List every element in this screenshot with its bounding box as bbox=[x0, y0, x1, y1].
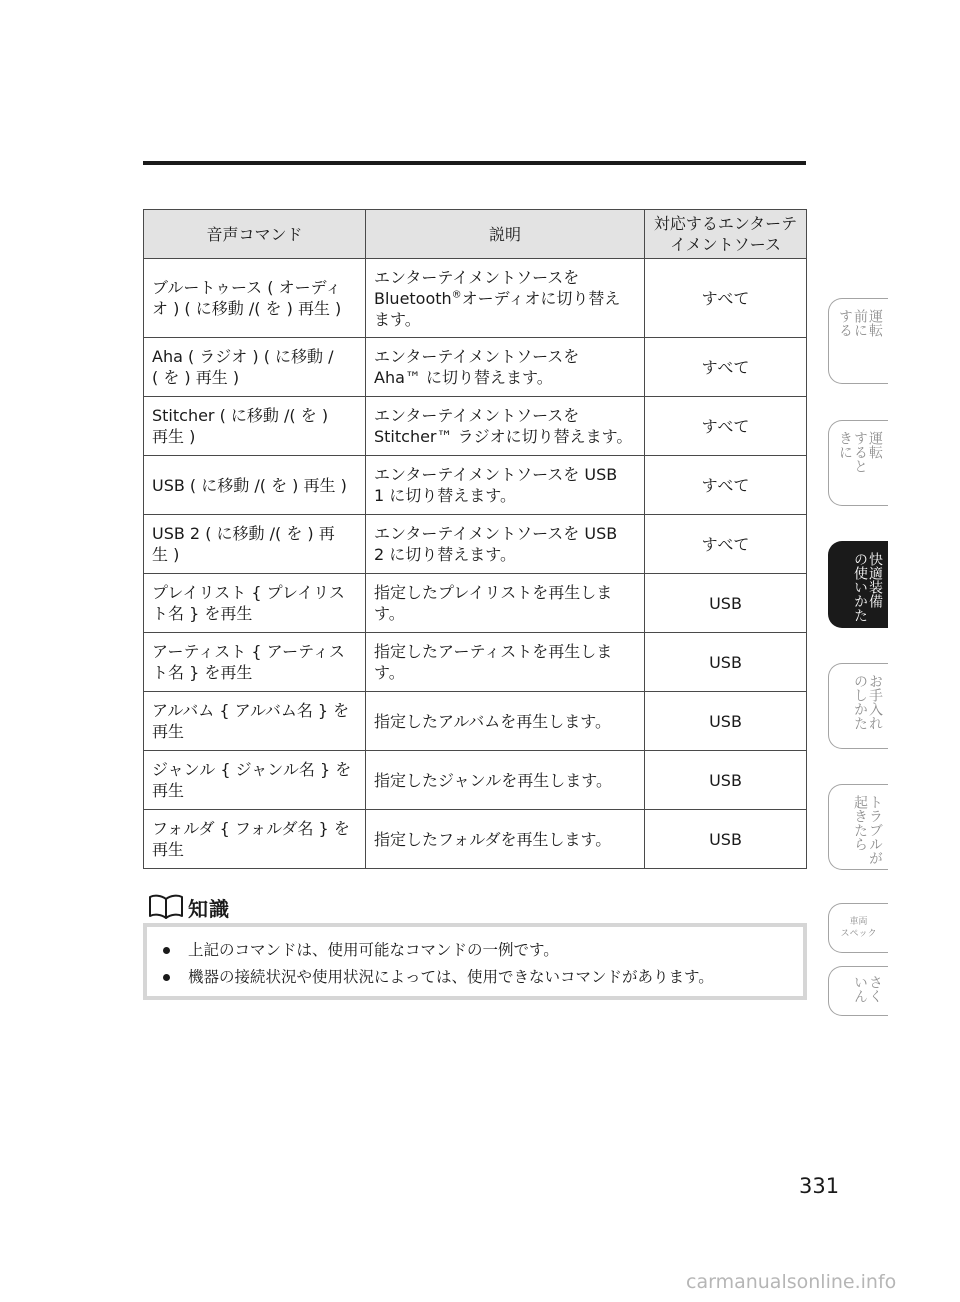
description-cell: 指定したジャンルを再生します。 bbox=[366, 751, 645, 810]
description-cell: 指定したフォルダを再生します。 bbox=[366, 810, 645, 869]
description-cell: 指定したアーティストを再生しま す。 bbox=[366, 633, 645, 692]
command-cell: ジャンル { ジャンル名 } を 再生 bbox=[144, 751, 366, 810]
side-tab-vehicle-specs[interactable] bbox=[828, 903, 888, 953]
command-cell: Stitcher ( に移動 /( を ) 再生 ) bbox=[144, 397, 366, 456]
command-cell: USB 2 ( に移動 /( を ) 再 生 ) bbox=[144, 515, 366, 574]
side-tab-label: 快適装備 の使いかた bbox=[852, 552, 883, 622]
table-row bbox=[144, 515, 807, 574]
header-description: 説明 bbox=[366, 210, 645, 259]
source-cell: USB bbox=[645, 692, 807, 751]
description-cell: エンターテイメントソースを Aha™ に切り替えます。 bbox=[366, 338, 645, 397]
table-row bbox=[144, 574, 807, 633]
source-cell: すべて bbox=[645, 456, 807, 515]
table-row bbox=[144, 259, 807, 338]
header-voice-command: 音声コマンド bbox=[144, 210, 366, 259]
side-tab-label: 運転 前に する bbox=[837, 309, 883, 337]
table-header-row bbox=[144, 210, 807, 259]
side-tab-label: トラブルが 起きたら bbox=[852, 795, 883, 865]
knowledge-title: 知識 bbox=[188, 896, 230, 921]
source-cell: USB bbox=[645, 633, 807, 692]
bullet-icon bbox=[163, 974, 170, 981]
watermark: carmanualsonline.info bbox=[686, 1271, 897, 1293]
table-row bbox=[144, 397, 807, 456]
page-number: 331 bbox=[799, 1174, 840, 1198]
note-text: 機器の接続状況や使用状況によっては、使用できないコマンドがあります。 bbox=[188, 968, 714, 986]
knowledge-note-box bbox=[143, 923, 807, 1000]
side-tab-maintenance[interactable] bbox=[828, 663, 888, 749]
side-tab-label: 車両 スペック bbox=[840, 917, 877, 939]
source-cell: USB bbox=[645, 810, 807, 869]
command-cell: フォルダ { フォルダ名 } を 再生 bbox=[144, 810, 366, 869]
table-row bbox=[144, 692, 807, 751]
source-cell: USB bbox=[645, 751, 807, 810]
top-rule bbox=[143, 161, 806, 165]
side-tab-label: お手入れ のしかた bbox=[852, 674, 883, 730]
header-supported-source: 対応するエンターテ イメントソース bbox=[645, 210, 807, 259]
command-cell: アルバム { アルバム名 } を 再生 bbox=[144, 692, 366, 751]
description-cell: エンターテイメントソースを USB 2 に切り替えます。 bbox=[366, 515, 645, 574]
list-item bbox=[163, 964, 803, 991]
side-tab-while-driving[interactable] bbox=[828, 420, 888, 506]
source-cell: すべて bbox=[645, 259, 807, 338]
registered-mark: ® bbox=[451, 289, 462, 301]
list-item bbox=[163, 937, 803, 964]
side-tab-comfort-features[interactable] bbox=[828, 541, 888, 628]
side-tab-troubleshooting[interactable] bbox=[828, 784, 888, 870]
source-cell: USB bbox=[645, 574, 807, 633]
description-cell: エンターテイメントソースを USB 1 に切り替えます。 bbox=[366, 456, 645, 515]
table-row bbox=[144, 456, 807, 515]
table-row bbox=[144, 338, 807, 397]
command-cell: Aha ( ラジオ ) ( に移動 / ( を ) 再生 ) bbox=[144, 338, 366, 397]
side-tab-label: さく いん bbox=[852, 975, 883, 1003]
table-row bbox=[144, 633, 807, 692]
source-cell: すべて bbox=[645, 338, 807, 397]
description-cell: 指定したアルバムを再生します。 bbox=[366, 692, 645, 751]
source-cell: すべて bbox=[645, 397, 807, 456]
side-tab-before-driving[interactable] bbox=[828, 298, 888, 384]
side-tab-index[interactable] bbox=[828, 966, 888, 1016]
bullet-icon bbox=[163, 947, 170, 954]
command-cell: USB ( に移動 /( を ) 再生 ) bbox=[144, 456, 366, 515]
knowledge-heading bbox=[148, 892, 230, 922]
source-cell: すべて bbox=[645, 515, 807, 574]
table-row bbox=[144, 810, 807, 869]
side-tab-label: 運転 すると きに bbox=[837, 431, 883, 473]
description-cell: 指定したプレイリストを再生しま す。 bbox=[366, 574, 645, 633]
voice-command-table bbox=[143, 209, 807, 869]
open-book-icon bbox=[148, 894, 184, 920]
description-cell: エンターテイメントソースを Bluetooth®オーディオに切り替え ます。 bbox=[366, 259, 645, 338]
command-cell: ブルートゥース ( オーディ オ ) ( に移動 /( を ) 再生 ) bbox=[144, 259, 366, 338]
description-cell: エンターテイメントソースを Stitcher™ ラジオに切り替えます。 bbox=[366, 397, 645, 456]
command-cell: アーティスト { アーティス ト名 } を再生 bbox=[144, 633, 366, 692]
command-cell: プレイリスト { プレイリス ト名 } を再生 bbox=[144, 574, 366, 633]
table-row bbox=[144, 751, 807, 810]
note-text: 上記のコマンドは、使用可能なコマンドの一例です。 bbox=[188, 941, 559, 959]
